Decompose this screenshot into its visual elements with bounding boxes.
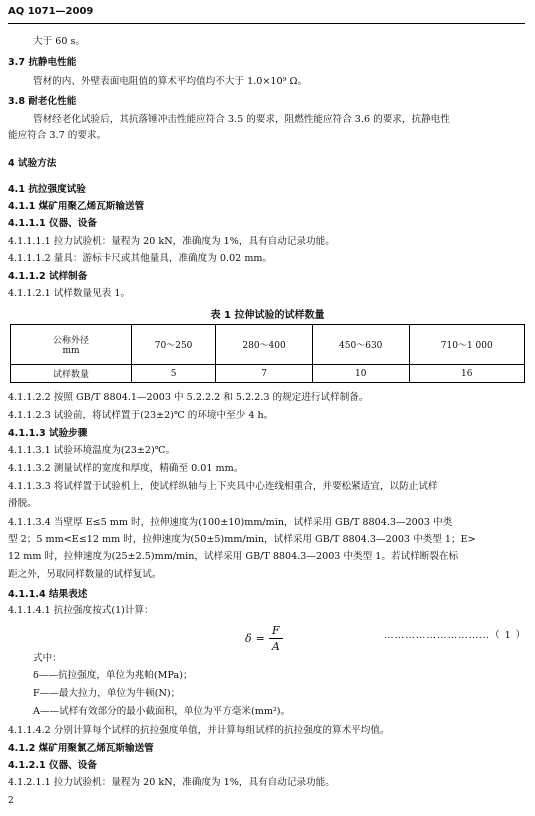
text-line: F——最大拉力，单位为牛顿(N)；: [33, 688, 181, 699]
tensile-strength-formula: [245, 624, 283, 653]
equation-number: …………………………（ 1 ）: [384, 630, 527, 641]
table-caption: 表 1 拉伸试验的试样数量: [210, 310, 325, 321]
table-header-cell: 280～400: [216, 325, 313, 365]
section-heading: 4.1.1 煤矿用聚乙烯瓦斯输送管: [8, 201, 145, 212]
text-line: 4.1.1.3.1 试验环境温度为(23±2)℃。: [8, 445, 176, 456]
text-line: 大于 60 s。: [33, 36, 86, 47]
table-row-label: 试样数量: [11, 365, 132, 383]
text-line: 4.1.1.4.2 分别计算每个试样的抗拉强度单值，并计算每组试样的抗拉强度的算术平均值。: [8, 725, 390, 736]
text-line: 4.1.1.3.2 测量试样的宽度和厚度，精确至 0.01 mm。: [8, 463, 244, 474]
text-line: 管材经老化试验后，其抗落锤冲击性能应符合 3.5 的要求，阻燃性能应符合 3.6 的要求，抗静电性: [33, 114, 450, 125]
section-heading: 4 试验方法: [8, 158, 57, 169]
formula-equals: =: [255, 632, 265, 645]
section-heading: 4.1.2 煤矿用聚氯乙烯瓦斯输送管: [8, 743, 154, 754]
text-line: 管材的内、外壁表面电阻值的算术平均值均不大于 1.0×10⁹ Ω。: [33, 76, 308, 87]
header-rule: [8, 23, 525, 24]
table-cell: 10: [312, 365, 409, 383]
fraction-bar: [269, 638, 283, 639]
text-line: 12 mm 时，拉伸速度为(25±2.5)mm/min，试样采用 GB/T 8804.3—2003 中类型 1。若试样断裂在标: [8, 551, 459, 562]
text-line: 4.1.1.1.2 量具：游标卡尺或其他量具，准确度为 0.02 mm。: [8, 253, 273, 264]
table-cell: 7: [216, 365, 313, 383]
text-line: 4.1.1.2.1 试样数量见表 1。: [8, 288, 131, 299]
text-line: 4.1.1.4.1 抗拉强度按式(1)计算：: [8, 605, 154, 616]
text-line: 型 2；5 mm<E≤12 mm 时，拉伸速度为(50±5)mm/min，试样采用 GB/T 8804.3—2003 中类型 1；E>: [8, 534, 476, 545]
text-line: 4.1.2.1.1 拉力试验机：量程为 20 kN，准确度为 1%，具有自动记录功能。: [8, 777, 335, 788]
text-line: 4.1.1.2.3 试验前，将试样置于(23±2)℃ 的环境中至少 4 h。: [8, 410, 274, 421]
table-header-label: 公称外径 mm: [11, 325, 132, 365]
text-line: 滑脱。: [8, 498, 37, 509]
text-line: 距之外，另取同样数量的试样复试。: [8, 569, 162, 580]
text-line: A——试样有效部分的最小截面积，单位为平方毫米(mm²)。: [33, 706, 291, 717]
section-heading: 4.1.1.2 试样制备: [8, 271, 88, 282]
text-line: δ——抗拉强度，单位为兆帕(MPa)；: [33, 670, 193, 681]
section-heading: 3.8 耐老化性能: [8, 96, 77, 107]
section-heading: 4.1 抗拉强度试验: [8, 184, 86, 195]
formula-lhs: δ: [245, 632, 252, 645]
text-line: 4.1.1.2.2 按照 GB/T 8804.1—2003 中 5.2.2.2 和 5.2.2.3 的规定进行试样制备。: [8, 392, 369, 403]
text-line: 4.1.1.3.3 将试样置于试验机上，使试样纵轴与上下夹具中心连线相重合，并要松紧适宜，以防止试样: [8, 481, 438, 492]
table-header-cell: 70～250: [132, 325, 216, 365]
table-header-cell: 710～1 000: [409, 325, 524, 365]
section-heading: 4.1.1.4 结果表述: [8, 589, 88, 600]
table-cell: 5: [132, 365, 216, 383]
formula-denominator: A: [271, 640, 280, 653]
formula-fraction: [269, 624, 283, 653]
formula-numerator: F: [272, 624, 280, 637]
table-header-cell: 450～630: [312, 325, 409, 365]
section-heading: 3.7 抗静电性能: [8, 57, 77, 68]
section-heading: 4.1.1.1 仪器、设备: [8, 218, 97, 229]
text-line: 4.1.1.3.4 当壁厚 E≤5 mm 时，拉伸速度为(100±10)mm/min，试样采用 GB/T 8804.3—2003 中类: [8, 517, 453, 528]
section-heading: 4.1.2.1 仪器、设备: [8, 760, 97, 771]
section-heading: 4.1.1.3 试验步骤: [8, 428, 88, 439]
text-line: 4.1.1.1.1 拉力试验机：量程为 20 kN，准确度为 1%，具有自动记录功能。: [8, 236, 335, 247]
text-line: 能应符合 3.7 的要求。: [8, 130, 107, 141]
specimen-count-table: [10, 324, 525, 383]
text-line: 式中：: [33, 653, 62, 664]
page-number: 2: [8, 796, 14, 806]
document-code: AQ 1071—2009: [8, 6, 94, 17]
table-cell: 16: [409, 365, 524, 383]
